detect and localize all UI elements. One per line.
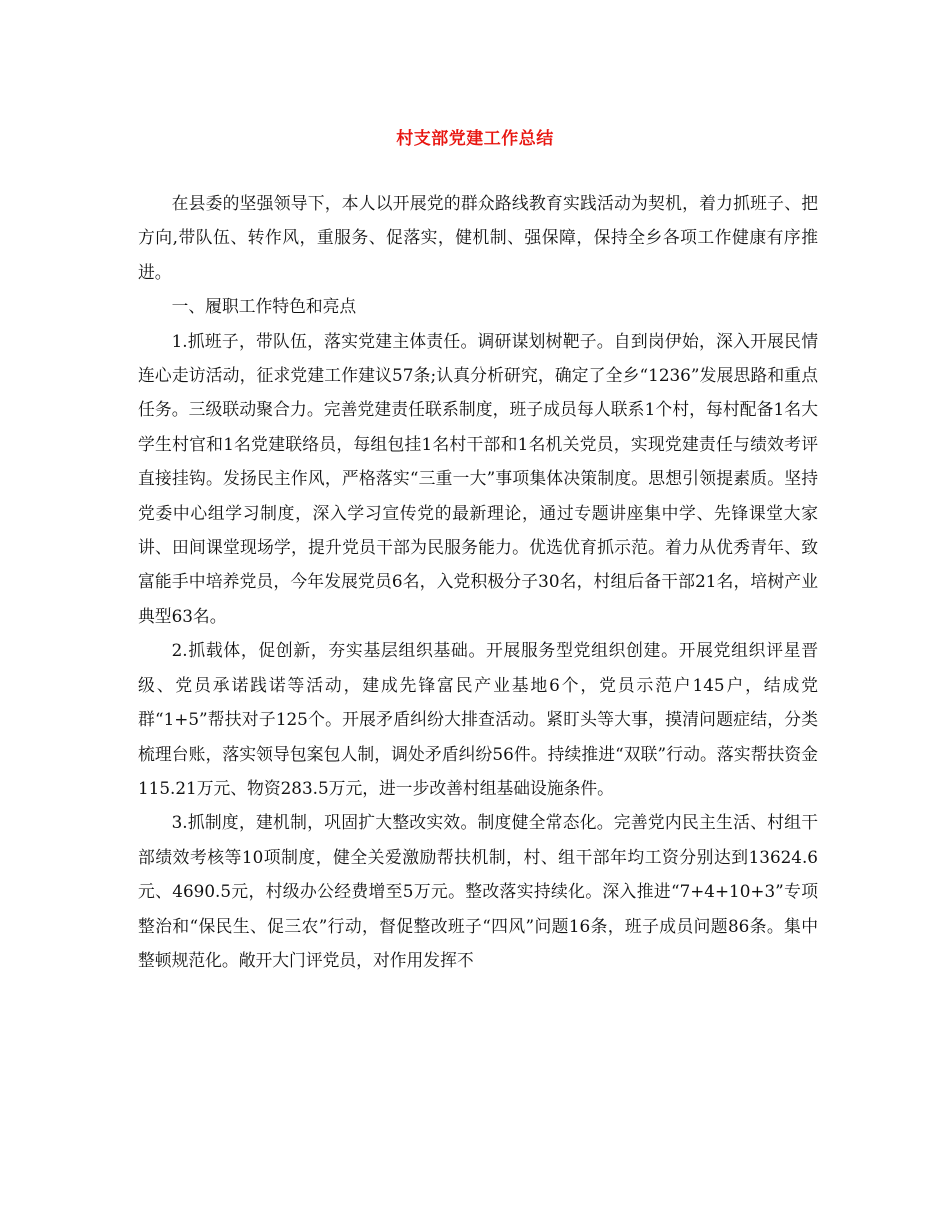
section-heading: 一、履职工作特色和亮点 [171,296,357,317]
document-title: 村支部党建工作总结 [396,129,554,149]
item-1-paragraph: 1.抓班子，带队伍，落实党建主体责任。调研谋划树靶子。自到岗伊始，深入开展民情连心走访活动，征求党建工作建议57条;认真分析研究，确定了全乡“1236”发展思路和重点任务。三级联动聚合力。完善党建责任联系制度，班子成员每人联系1个村，每村配备1名大学生村官和1名党建联络员，每组包挂1名村干部和1名机关党员，实现党建责任与绩效考评直接挂钩。发扬民主作风，严格落实“三重一大”事项集体决策制度。思想引领提素质。坚持党委中心组学习制度，深入学习宣传党的最新理论，通过专题讲座集中学、先锋课堂大家讲、田间课堂现场学，提升党员干部为民服务能力。优选优育抓示范。着力从优秀青年、致富能手中培养党员，今年发展党员6名，入党积极分子30名，村组后备干部21名，培树产业典型63名。 [138,330,818,626]
item-3-paragraph: 3.抓制度，建机制，巩固扩大整改实效。制度健全常态化。完善党内民主生活、村组干部绩效考核等10项制度，健全关爱激励帮扶机制，村、组干部年均工资分别达到13624.6元、4690.5元，村级办公经费增至5万元。整改落实持续化。深入推进“7+4+10+3”专项整治和“保民生、促三农”行动，督促整改班子“四风”问题16条，班子成员问题86条。集中整顿规范化。敞开大门评党员，对作用发挥不 [138,812,818,970]
intro-paragraph: 在县委的坚强领导下，本人以开展党的群众路线教育实践活动为契机，着力抓班子、把方向,带队伍、转作风，重服务、促落实，健机制、强保障，保持全乡各项工作健康有序推进。 [138,193,818,282]
item-2-paragraph: 2.抓载体，促创新，夯实基层组织基础。开展服务型党组织创建。开展党组织评星晋级、党员承诺践诺等活动，建成先锋富民产业基地6个，党员示范户145户，结成党群“1+5”帮扶对子125个。开展矛盾纠纷大排查活动。紧盯头等大事，摸清问题症结，分类梳理台账，落实领导包案包人制，调处矛盾纠纷56件。持续推进“双联”行动。落实帮扶资金115.21万元、物资283.5万元，进一步改善村组基础设施条件。 [138,640,818,798]
document-body [138,186,818,977]
